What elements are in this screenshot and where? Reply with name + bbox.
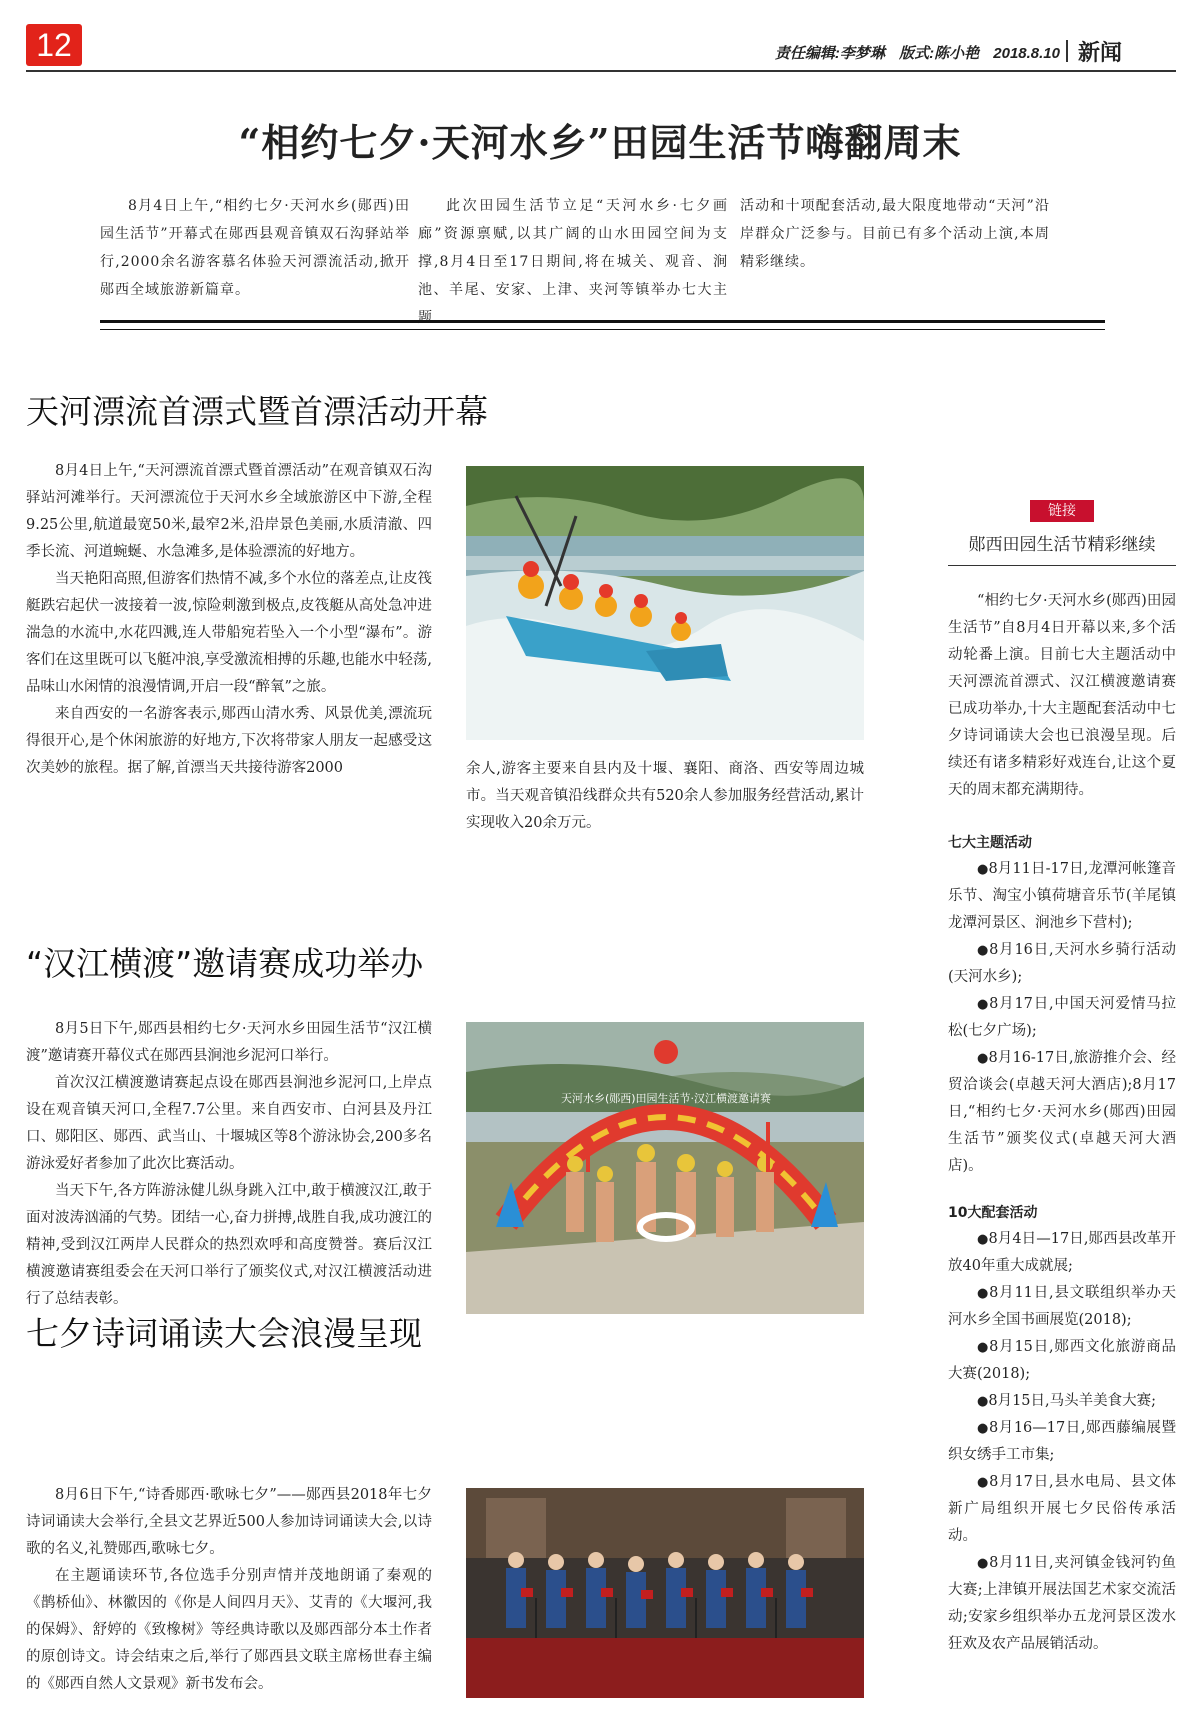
swimming-banner-text: 天河水乡(郧西)田园生活节·汉江横渡邀请赛 [560, 1092, 772, 1105]
bullet-icon: ● [977, 1051, 989, 1066]
bullet-icon: ● [977, 1556, 990, 1571]
theme-item: ●8月17日,中国天河爱情马拉松(七夕广场); [948, 996, 1176, 1039]
theme-item: ●8月16-17日,旅游推介会、经贸洽谈会(卓越天河大酒店);8月17日,“相约七夕·天河水乡(郧西)田园生活节”颁奖仪式(卓越天河大酒店)。 [948, 1050, 1177, 1174]
article1-paragraph: 8月4日上午,“天河漂流首漂式暨首漂活动”在观音镇双石沟驿站河滩举行。天河漂流位于天河水乡全域旅游区中下游,全程9.25公里,航道最宽50米,最窄2米,沿岸景色美丽,水质清澈、四季长流、河道蜿蜒、水急滩多,是体验漂流的好地方。 [26, 463, 432, 560]
bullet-icon: ● [977, 1475, 990, 1490]
poetry-reading-photo [466, 1488, 864, 1698]
intro-column-1: 8月4日上午,“相约七夕·天河水乡(郧西)田园生活节”开幕式在郧西县观音镇双石沟驿站举行,2000余名游客慕名体验天河漂流活动,掀开郧西全域旅游新篇章。 [100, 198, 410, 298]
masthead-info [765, 42, 1060, 63]
intro-column-2: 此次田园生活节立足“天河水乡·七夕画廊”资源禀赋,以其广阔的山水田园空间为支撑,8月4日至17日期间,将在城关、观音、涧池、羊尾、安家、上津、夹河等镇举办七大主题 [418, 198, 728, 326]
article1-paragraph: 当天艳阳高照,但游客们热情不减,多个水位的落差点,让皮筏艇跌宕起伏一波接着一波,惊险刺激到极点,皮筏艇从高处急冲进湍急的水流中,水花四溅,连人带船宛若坠入一个小型“瀑布”。游客们在这里既可以飞艇冲浪,享受激流相搏的乐趣,也能水中轻荡,品味山水闲情的浪漫情调,开启一段“醉氧”之旅。 [26, 571, 432, 695]
support-item: ●8月17日,县水电局、县文体新广局组织开展七夕民俗传承活动。 [948, 1474, 1176, 1544]
themes-heading: 七大主题活动 [948, 835, 1032, 851]
rafting-photo-illustration [466, 466, 864, 740]
header-rule [26, 70, 1176, 72]
sidebar-intro [948, 588, 1176, 804]
bullet-icon: ● [977, 1421, 989, 1436]
sidebar-intro-paragraph: “相约七夕·天河水乡(郧西)田园生活节”自8月4日开幕以来,多个活动轮番上演。目前七大主题活动中天河漂流首漂式、汉江横渡邀请赛已成功举办,十大主题配套活动中七夕诗词诵读大会也已浪漫呈现。后续还有诸多精彩好戏连台,让这个夏天的周末都充满期待。 [948, 593, 1176, 798]
bullet-icon: ● [977, 862, 989, 877]
editor-credit: 责任编辑:李梦琳 [774, 45, 885, 62]
bullet-icon: ● [977, 997, 990, 1012]
sidebar-links [948, 500, 1176, 1658]
page-number: 12 [26, 24, 82, 66]
support-item: ●8月15日,郧西文化旅游商品大赛(2018); [948, 1339, 1176, 1382]
intro-divider [100, 320, 1105, 330]
article2-paragraph: 首次汉江横渡邀请赛起点设在郧西县涧池乡泥河口,上岸点设在观音镇天河口,全程7.7公里。来自西安市、白河县及丹江口、郧阳区、郧西、武当山、十堰城区等8个游泳协会,200多名游泳爱好者参加了此次比赛活动。 [26, 1075, 432, 1172]
bullet-icon: ● [977, 1232, 989, 1247]
layout-credit: 版式:陈小艳 [899, 45, 980, 62]
support-item: ●8月15日,马头羊美食大赛; [977, 1393, 1157, 1409]
issue-date: 2018.8.10 [993, 45, 1060, 62]
support-heading: 10大配套活动 [948, 1205, 1038, 1221]
themes-list [948, 856, 1176, 1180]
support-list [948, 1226, 1176, 1658]
main-headline: “相约七夕·天河水乡”田园生活节嗨翻周末 [238, 120, 962, 165]
bullet-icon: ● [977, 1340, 990, 1355]
intro-column-3: 活动和十项配套活动,最大限度地带动“天河”沿岸群众广泛参与。目前已有多个活动上演,本周精彩继续。 [740, 198, 1050, 270]
header-divider [1066, 40, 1068, 62]
article2-paragraph: 当天下午,各方阵游泳健儿纵身跳入江中,敢于横渡汉江,敢于面对波涛汹涌的气势。团结一心,奋力拼搏,战胜自我,成功渡江的精神,受到汉江两岸人民群众的热烈欢呼和高度赞誉。赛后汉江横渡邀请赛组委会在天河口举行了颁奖仪式,对汉江横渡活动进行了总结表彰。 [26, 1183, 432, 1307]
article1-title: 天河漂流首漂式暨首漂活动开幕 [26, 392, 488, 431]
bullet-icon: ● [977, 943, 990, 958]
article1-continuation: 余人,游客主要来自县内及十堰、襄阳、商洛、西安等周边城市。当天观音镇沿线群众共有520余人参加服务经营活动,累计实现收入20余万元。 [466, 761, 864, 831]
section-name: 新闻 [1077, 40, 1122, 65]
rafting-photo [466, 466, 864, 740]
article2-body [26, 1016, 432, 1313]
article2-title: “汉江横渡”邀请赛成功举办 [26, 944, 424, 983]
swimming-photo [466, 1022, 864, 1314]
support-item: ●8月11日,夹河镇金钱河钓鱼大赛;上津镇开展法国艺术家交流活动;安家乡组织举办五龙河景区泼水狂欢及农产品展销活动。 [948, 1555, 1176, 1652]
article1-paragraph: 来自西安的一名游客表示,郧西山清水秀、风景优美,漂流玩得很开心,是个休闲旅游的好地方,下次将带家人朋友一起感受这次美妙的旅程。据了解,首漂当天共接待游客2000 [26, 706, 432, 776]
poetry-reading-photo-illustration [466, 1488, 864, 1698]
support-item: ●8月11日,县文联组织举办天河水乡全国书画展览(2018); [948, 1285, 1176, 1328]
article3-title: 七夕诗词诵读大会浪漫呈现 [26, 1314, 422, 1353]
swimming-photo-illustration [466, 1022, 864, 1314]
support-item: ●8月4日—17日,郧西县改革开放40年重大成就展; [948, 1231, 1177, 1274]
article1-body [26, 458, 432, 782]
sidebar-tag: 链接 [1030, 500, 1094, 522]
support-item: ●8月16—17日,郧西藤编展暨织女绣手工市集; [948, 1420, 1176, 1463]
article3-body [26, 1482, 432, 1698]
bullet-icon: ● [977, 1286, 990, 1301]
article3-paragraph: 在主题诵读环节,各位选手分别声情并茂地朗诵了秦观的《鹊桥仙》、林徽因的《你是人间四月天》、艾青的《大堰河,我的保姆》、舒婷的《致橡树》等经典诗歌以及郧西部分本土作者的原创诗文。诗会结束之后,举行了郧西县文联主席杨世春主编的《郧西自然人文景观》新书发布会。 [26, 1568, 432, 1692]
article3-paragraph: 8月6日下午,“诗香郧西·歌咏七夕”——郧西县2018年七夕诗词诵读大会举行,全县文艺界近500人参加诗词诵读大会,以诗歌的名义,礼赞郧西,歌咏七夕。 [26, 1487, 432, 1557]
article2-paragraph: 8月5日下午,郧西县相约七夕·天河水乡田园生活节“汉江横渡”邀请赛开幕仪式在郧西县涧池乡泥河口举行。 [26, 1021, 432, 1064]
theme-item: ●8月11日-17日,龙潭河帐篷音乐节、淘宝小镇荷塘音乐节(羊尾镇龙潭河景区、涧池乡下营村); [948, 861, 1177, 931]
sidebar-title: 郧西田园生活节精彩继续 [948, 530, 1176, 566]
theme-item: ●8月16日,天河水乡骑行活动(天河水乡); [948, 942, 1176, 985]
bullet-icon: ● [977, 1394, 989, 1409]
